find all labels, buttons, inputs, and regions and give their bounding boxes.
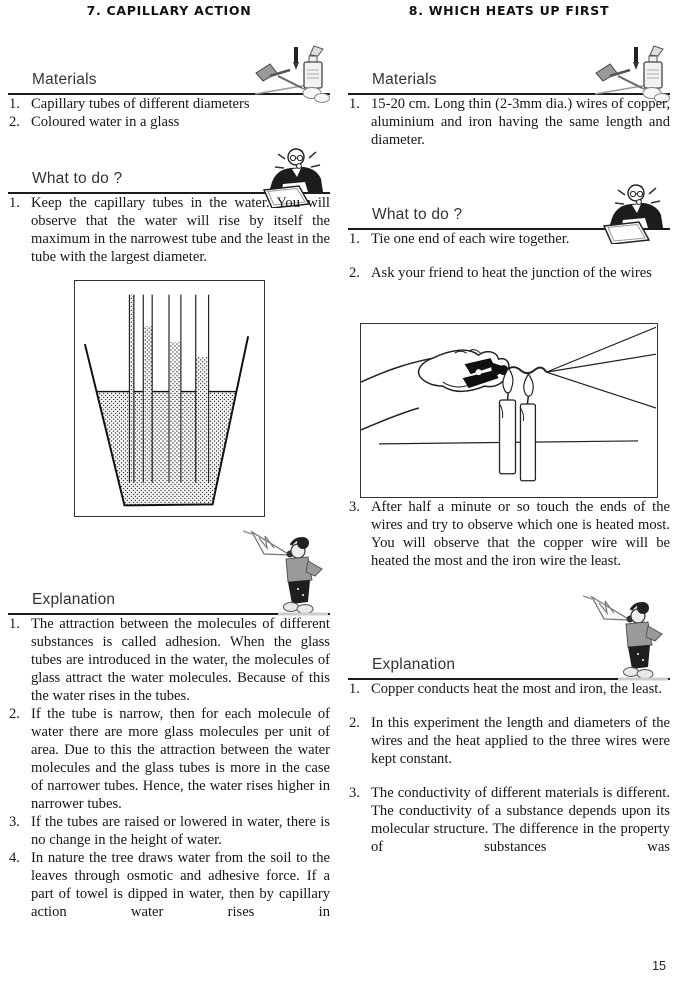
explanation-item: In this experiment the length and diameters of the wires and the heat applied to the three wires were kept constant. (371, 715, 670, 767)
explanation-item: If the tube is narrow, then for each molecule of water there are more glass molecules per unit of area. Due to this the attraction between the water molecules and the glass tubes is more in the case of narrower tubes. Hence, the water rises higher in narrower tubes. (31, 706, 330, 812)
what-to-do-list (348, 230, 670, 282)
explanation-heading: Explanation (32, 591, 116, 608)
what-to-do-heading: What to do ? (32, 170, 123, 187)
materials-list (348, 95, 670, 149)
materials-item: Capillary tubes of different diameters (31, 96, 250, 112)
explanation-section-header (8, 589, 330, 615)
materials-item: Coloured water in a glass (31, 114, 180, 130)
explanation-item: The attraction between the molecules of different substances is called adhesion. When the glass tubes are introduced in the water, the molecules of glass attract the water molecules. Because of this the water rises in the tubes. (31, 616, 330, 704)
what-to-do-list (8, 194, 330, 266)
materials-heading: Materials (372, 71, 437, 88)
megaphone-announcer-icon (582, 590, 670, 682)
activity-8-title: 8. WHICH HEATS UP FIRST (408, 3, 610, 18)
explanation-item: The conductivity of different materials is different. The conductivity of a substance depends upon its molecular structure. The difference in the property of substances was (371, 785, 670, 855)
what-to-do-heading: What to do ? (372, 206, 463, 223)
activity-7-column (8, 2, 330, 979)
explanation-item: Copper conducts heat the most and iron, the least. (371, 681, 662, 697)
what-to-do-item: Ask your friend to heat the junction of the wires (371, 265, 652, 281)
explanation-heading: Explanation (372, 656, 456, 673)
what-to-do-section-header (348, 204, 670, 230)
what-to-do-item: Tie one end of each wire together. (371, 231, 570, 247)
what-to-do-list-continued (348, 498, 670, 570)
materials-section-header (8, 69, 330, 95)
what-to-do-item: After half a minute or so touch the ends of the wires and try to observe which one is heated most. You will observe that the copper wire will be heated the most and the iron wire the least. (371, 499, 670, 569)
what-to-do-section-header (8, 168, 330, 194)
capillary-tubes-figure (74, 280, 265, 517)
materials-heading: Materials (32, 71, 97, 88)
materials-section-header (348, 69, 670, 95)
explanation-section-header (348, 654, 670, 680)
materials-item: 15-20 cm. Long thin (2-3mm dia.) wires of copper, aluminium and iron having the same length and diameter. (371, 96, 670, 148)
activity-7-title: 7. CAPILLARY ACTION (86, 3, 252, 18)
page-number: 15 (652, 959, 666, 973)
megaphone-announcer-icon (242, 525, 330, 617)
heating-wires-figure (360, 323, 658, 498)
explanation-list (8, 615, 330, 921)
activity-8-column (348, 2, 670, 979)
explanation-item: If the tubes are raised or lowered in water, there is no change in the height of water. (31, 814, 330, 848)
explanation-list (348, 680, 670, 856)
explanation-item: In nature the tree draws water from the soil to the leaves through osmotic and adhesive force. If a part of towel is dipped in water, then by capillary action water rises in (31, 850, 330, 920)
materials-list (8, 95, 330, 131)
what-to-do-item: Keep the capillary tubes in the water. You will observe that the water will rise by itself the maximum in the narrowest tube and the least in the tube with the largest diameter. (31, 195, 330, 265)
